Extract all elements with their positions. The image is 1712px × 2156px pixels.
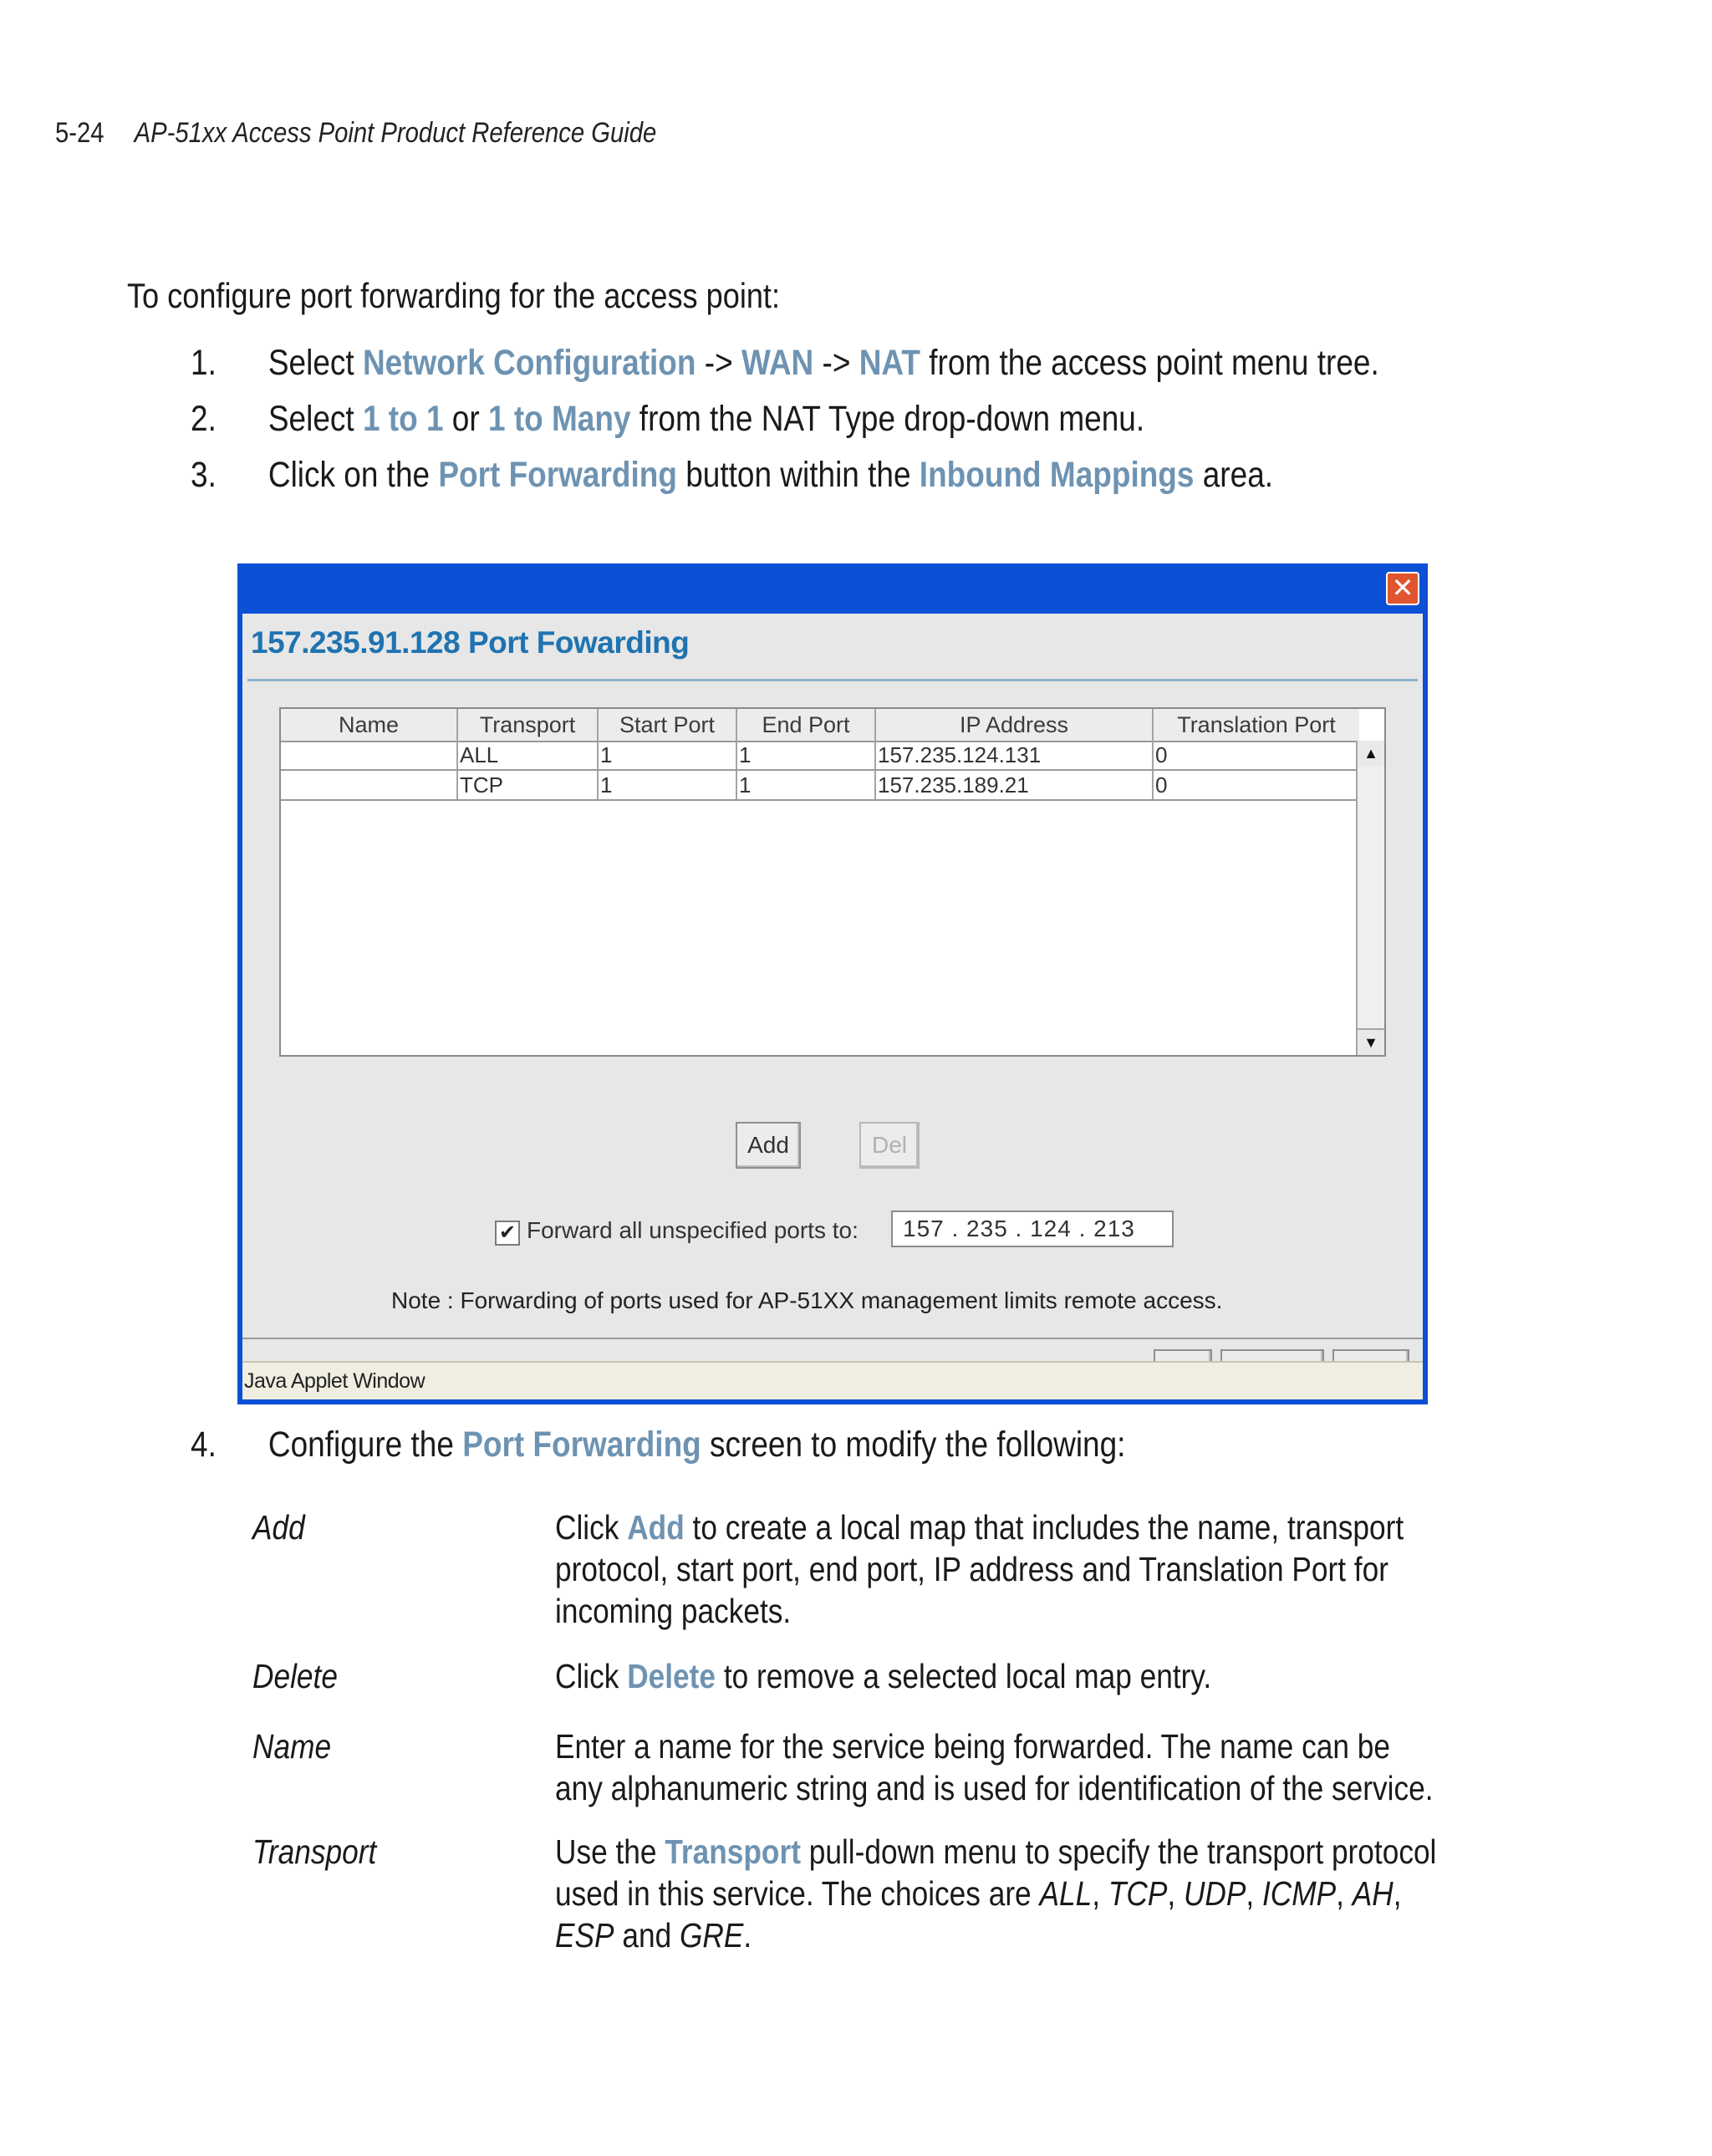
table-header xyxy=(281,709,1359,742)
definition-text: Click xyxy=(555,1508,628,1547)
step-2 xyxy=(191,399,1144,440)
cell-transport[interactable]: ALL xyxy=(458,741,599,769)
step-4 xyxy=(191,1425,1125,1465)
definition-term-transport: Transport xyxy=(252,1832,377,1871)
step-text: from the NAT Type drop-down menu. xyxy=(630,399,1145,439)
definition-text: Click xyxy=(555,1657,628,1695)
dialog-heading: 157.235.91.128 Port Fowarding xyxy=(251,625,690,660)
definition-text-name: Enter a name for the service being forwarded. The name can be any alphanumeric string and is used for identification of the service. xyxy=(555,1727,1434,1807)
definition-text-add xyxy=(555,1506,1439,1632)
guide-title: AP-51xx Access Point Product Reference Guide xyxy=(134,117,657,149)
port-forwarding-ref: Port Forwarding xyxy=(462,1425,701,1465)
protocol-icmp: ICMP xyxy=(1262,1874,1337,1913)
cell-translation-port[interactable]: 0 xyxy=(1155,742,1168,767)
cell-start-port[interactable]: 1 xyxy=(599,741,737,769)
definition-text: Use the xyxy=(555,1832,665,1871)
step-text: Select xyxy=(268,343,363,383)
definition-text: pull-down menu to specify the transport protocol used in this service. The choices are xyxy=(555,1832,1437,1913)
definition-text: to create a local map that includes the name, transport protocol, start port, end port, IP address and Translation Port for incoming packets. xyxy=(555,1508,1404,1630)
column-header-start-port[interactable]: Start Port xyxy=(599,709,737,741)
step-number: 4. xyxy=(191,1425,217,1465)
scroll-down-icon[interactable]: ▼ xyxy=(1358,1028,1384,1055)
running-header xyxy=(55,117,656,150)
protocol-esp: ESP xyxy=(555,1916,614,1955)
cell-name[interactable] xyxy=(281,771,458,799)
cell-ip-address[interactable]: 157.235.124.131 xyxy=(876,741,1154,769)
step-text: area. xyxy=(1194,455,1274,495)
menu-path-wan: WAN xyxy=(741,343,814,383)
definition-text: , xyxy=(1393,1874,1402,1913)
dialog-divider xyxy=(242,1338,1423,1339)
menu-path-network-configuration: Network Configuration xyxy=(362,343,696,383)
definition-text: , xyxy=(1092,1874,1108,1913)
forward-unspecified-checkbox[interactable]: ✔ xyxy=(495,1221,520,1246)
forward-unspecified-label: Forward all unspecified ports to: xyxy=(527,1217,859,1243)
close-icon[interactable]: ✕ xyxy=(1386,572,1419,605)
column-header-transport[interactable]: Transport xyxy=(458,709,599,741)
step-text: from the access point menu tree. xyxy=(920,343,1379,383)
port-mapping-table xyxy=(279,707,1386,1057)
add-button[interactable]: Add xyxy=(736,1122,801,1169)
column-header-translation-port[interactable]: Translation Port xyxy=(1177,712,1336,737)
option-1-to-1: 1 to 1 xyxy=(362,399,444,439)
step-text: button within the xyxy=(676,455,920,495)
definition-term-delete: Delete xyxy=(252,1657,338,1695)
cell-end-port[interactable]: 1 xyxy=(737,741,876,769)
table-scrollbar[interactable] xyxy=(1356,741,1384,1055)
definition-text: and xyxy=(614,1916,680,1955)
forward-ip-input[interactable]: 157 . 235 . 124 . 213 xyxy=(891,1211,1174,1247)
definition-term-add: Add xyxy=(252,1508,305,1547)
column-header-end-port[interactable]: End Port xyxy=(737,709,876,741)
del-button[interactable]: Del xyxy=(859,1122,920,1169)
definition-text: , xyxy=(1246,1874,1263,1913)
add-ref: Add xyxy=(627,1508,685,1547)
cell-end-port[interactable]: 1 xyxy=(737,771,876,799)
cell-ip-address[interactable]: 157.235.189.21 xyxy=(876,771,1154,799)
menu-path-nat: NAT xyxy=(859,343,920,383)
definition-text: , xyxy=(1167,1874,1184,1913)
step-1 xyxy=(191,343,1379,384)
protocol-all: ALL xyxy=(1039,1874,1093,1913)
step-number: 3. xyxy=(191,455,217,495)
cell-translation-port[interactable]: 0 xyxy=(1155,772,1168,798)
protocol-gre: GRE xyxy=(679,1916,744,1955)
step-text: -> xyxy=(696,343,741,383)
step-text: or xyxy=(443,399,488,439)
inbound-mappings-ref: Inbound Mappings xyxy=(919,455,1195,495)
definition-text-delete xyxy=(555,1655,1439,1697)
port-forwarding-ref: Port Forwarding xyxy=(438,455,677,495)
step-text: Click on the xyxy=(268,455,439,495)
option-1-to-many: 1 to Many xyxy=(487,399,631,439)
cell-transport[interactable]: TCP xyxy=(458,771,599,799)
protocol-udp: UDP xyxy=(1183,1874,1246,1913)
management-note: Note : Forwarding of ports used for AP-51XX management limits remote access. xyxy=(391,1287,1223,1313)
protocol-tcp: TCP xyxy=(1108,1874,1168,1913)
scroll-up-icon[interactable]: ▲ xyxy=(1358,741,1384,766)
definition-text: . xyxy=(743,1916,752,1955)
dialog-body xyxy=(242,614,1423,1361)
java-applet-status-bar: Java Applet Window xyxy=(242,1361,1423,1399)
port-forwarding-dialog xyxy=(237,563,1428,1404)
step-3 xyxy=(191,455,1273,496)
definition-text: , xyxy=(1336,1874,1353,1913)
page-number: 5-24 xyxy=(55,117,104,149)
step-text: screen to modify the following: xyxy=(701,1425,1126,1465)
delete-ref: Delete xyxy=(627,1657,716,1695)
step-text: Select xyxy=(268,399,363,439)
table-row[interactable] xyxy=(281,771,1359,801)
dialog-titlebar xyxy=(237,563,1428,614)
cell-name[interactable] xyxy=(281,741,458,769)
column-header-name[interactable]: Name xyxy=(281,709,458,741)
definition-text-transport xyxy=(555,1831,1439,1956)
definition-text: to remove a selected local map entry. xyxy=(716,1657,1212,1695)
cell-start-port[interactable]: 1 xyxy=(599,771,737,799)
transport-ref: Transport xyxy=(665,1832,801,1871)
intro-text: To configure port forwarding for the access point: xyxy=(127,276,781,315)
step-number: 2. xyxy=(191,399,217,439)
column-header-ip-address[interactable]: IP Address xyxy=(876,709,1154,741)
definition-term-name: Name xyxy=(252,1727,332,1766)
step-number: 1. xyxy=(191,343,217,383)
protocol-ah: AH xyxy=(1352,1874,1394,1913)
table-row[interactable] xyxy=(281,741,1359,771)
step-text: -> xyxy=(813,343,859,383)
heading-divider xyxy=(247,679,1418,681)
step-text: Configure the xyxy=(268,1425,463,1465)
